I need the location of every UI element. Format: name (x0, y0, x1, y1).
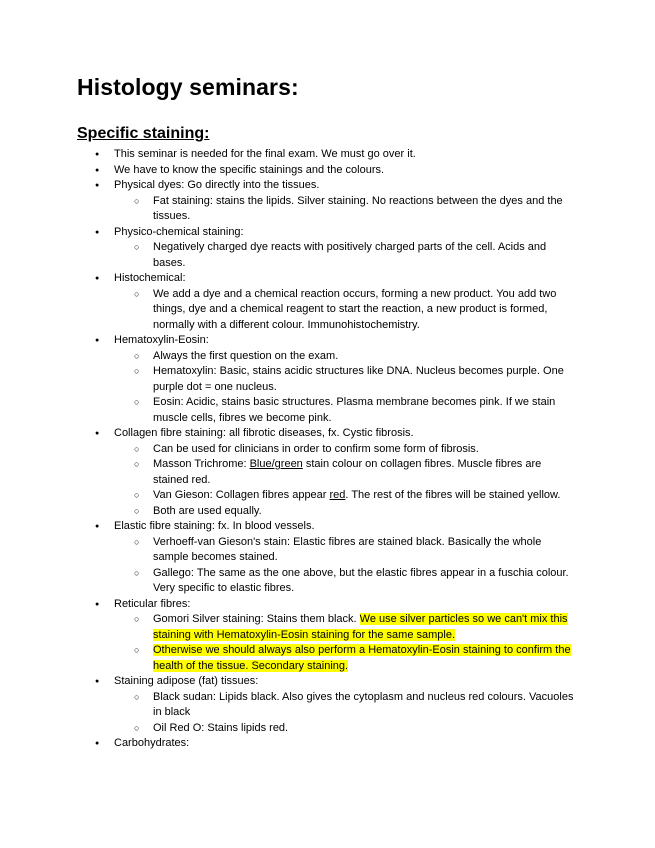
sub-list-item (0, 690, 578, 721)
list-item-text: Gomori Silver staining: Stains them black. (153, 613, 360, 625)
list-item-text: stain colour on collagen fibres. Muscle fibres are stained red. (153, 458, 542, 486)
list-item (0, 674, 584, 690)
list-item-text: Eosin: Acidic, stains basic structures. Plasma membrane becomes pink. If we stain muscle cells, fibres we become pink. (153, 396, 556, 424)
section-heading-text: Specific staining (77, 125, 205, 142)
list-item (0, 163, 584, 179)
list-item-text: Physico-chemical staining: (114, 225, 244, 238)
underlined-text: red (329, 489, 346, 501)
sub-list-item (0, 240, 578, 271)
list-item-text: Verhoeff-van Gieson's stain: Elastic fibres are stained black. Basically the whole sample becomes stained. (153, 535, 542, 563)
list-item-text: Physical dyes: Go directly into the tissues. (114, 179, 320, 191)
list-item-text: Histochemical: (114, 272, 186, 284)
list-item-text: Collagen fibre staining: all fibrotic diseases, fx. Cystic fibrosis. (114, 427, 414, 439)
sub-list-item (0, 395, 578, 426)
sub-list-item (0, 612, 578, 643)
document-title: Histology seminars: (77, 74, 299, 100)
list-item (0, 426, 584, 442)
list-item-text: Elastic fibre staining: fx. In blood vessels. (114, 520, 315, 532)
list-item (0, 147, 584, 163)
sub-list-item (0, 194, 578, 225)
sub-list-item (0, 364, 578, 395)
list-item-text: Fat staining: stains the lipids. Silver staining. No reactions between the dyes and the tissues. (153, 194, 563, 222)
list-item-text: Hematoxylin-Eosin: (114, 334, 209, 346)
list-item-text: We have to know the specific stainings and the colours. (114, 163, 385, 176)
sub-list-item (0, 566, 578, 597)
list-item-text: Always the first question on the exam. (153, 349, 339, 362)
bullet-list (0, 147, 655, 752)
list-item-text: We add a dye and a chemical reaction occurs, forming a new product. You add two things, dye and a chemical reagent to start the reaction, a new product is formed, normally with a different colour. Immunohistochemistry. (153, 287, 557, 331)
list-item (0, 597, 584, 613)
list-item-text: Oil Red O: Stains lipids red. (153, 721, 289, 734)
highlighted-text: Otherwise we should always also perform a Hematoxylin-Eosin staining to confirm the health of the tissue. Secondary staining. (153, 644, 571, 672)
section-heading-colon: : (204, 125, 210, 142)
list-item-text: This seminar is needed for the final exam. We must go over it. (114, 148, 416, 160)
sub-list-item (0, 721, 578, 737)
list-item-text: Hematoxylin: Basic, stains acidic structures like DNA. Nucleus becomes purple. One purple dot = one nucleus. (153, 365, 564, 393)
list-item (0, 225, 584, 241)
list-item-text: Reticular fibres: (114, 597, 191, 610)
list-item-text: Can be used for clinicians in order to confirm some form of fibrosis. (153, 442, 479, 455)
list-item-text: Gallego: The same as the one above, but the elastic fibres appear in a fuschia colour. Very specific to elastic fibres. (153, 566, 569, 594)
list-item-text: Van Gieson: Collagen fibres appear (153, 489, 330, 501)
sub-list-item (0, 488, 578, 504)
sub-list-item (0, 457, 578, 488)
list-item (0, 271, 584, 287)
list-item-text: Masson Trichrome: (153, 458, 250, 470)
section-heading (77, 125, 209, 143)
sub-list-item (0, 349, 578, 365)
highlighted-text: We use silver particles so we can't mix this staining with Hematoxylin-Eosin staining for the same sample. (153, 613, 568, 641)
list-item (0, 178, 584, 194)
sub-list-item (0, 442, 578, 458)
list-item (0, 333, 584, 349)
list-item-text: . The rest of the fibres will be stained yellow. (345, 489, 561, 501)
underlined-text: Blue/green (249, 458, 303, 470)
list-item-text: Negatively charged dye reacts with positively charged parts of the cell. Acids and bases. (153, 241, 547, 269)
list-item (0, 519, 584, 535)
sub-list-item (0, 643, 578, 674)
list-item-text: Black sudan: Lipids black. Also gives the cytoplasm and nucleus red colours. Vacuoles in black (153, 690, 574, 718)
sub-list-item (0, 504, 578, 520)
list-item (0, 736, 584, 752)
sub-list-item (0, 535, 578, 566)
list-item-text: Both are used equally. (153, 504, 262, 517)
sub-list-item (0, 287, 578, 334)
list-item-text: Carbohydrates: (114, 737, 190, 749)
list-item-text: Staining adipose (fat) tissues: (114, 675, 259, 687)
